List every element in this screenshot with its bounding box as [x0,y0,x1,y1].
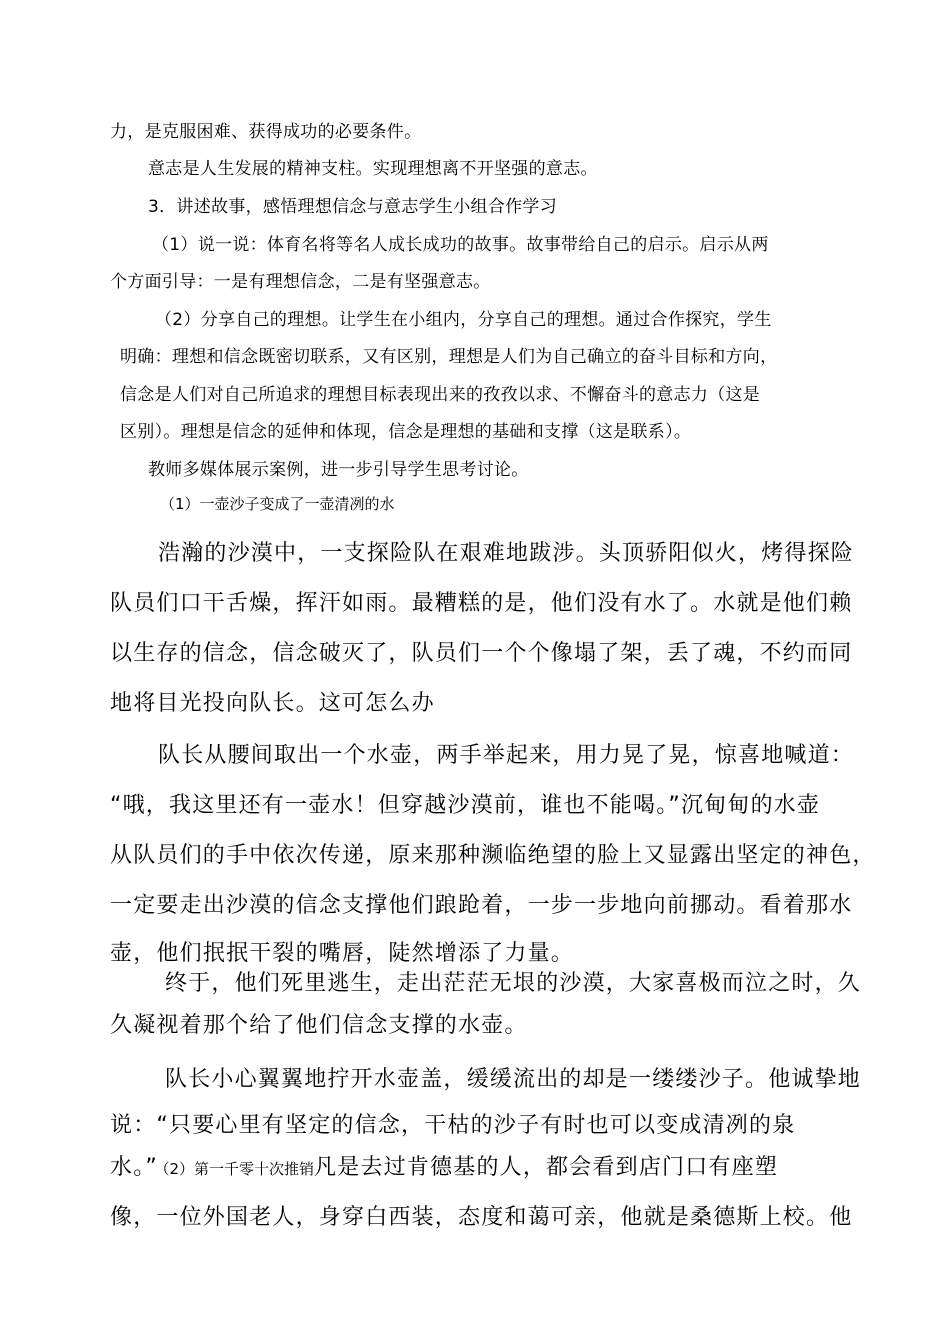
text-line: 明确：理想和信念既密切联系，又有区别，理想是人们为自己确立的奋斗目标和方向， [120,347,778,367]
text-line: “哦，我这里还有一壶水！但穿越沙漠前，谁也不能喝。”沉甸甸的水壶 [110,793,821,818]
text-line: 队员们口干舌燥，挥汗如雨。最糟糕的是，他们没有水了。水就是他们赖 [110,591,853,616]
text-line: 3．讲述故事，感悟理想信念与意志学生小组合作学习 [148,197,558,217]
text-span: 水。” [110,1155,158,1180]
text-line: 信念是人们对自己所追求的理想目标表现出来的孜孜以求、不懈奋斗的意志力（这是 [120,385,761,405]
text-line: 一定要走出沙漠的信念支撑他们踉跄着，一步一步地向前挪动。看着那水 [110,893,853,918]
text-line: （2）分享自己的理想。让学生在小组内，分享自己的理想。通过合作探究，学生 [155,310,772,330]
text-line: 个方面引导：一是有理想信念，二是有坚强意志。 [110,272,491,292]
text-line: 教师多媒体展示案例，进一步引导学生思考讨论。 [148,460,529,480]
text-line: 久凝视着那个给了他们信念支撑的水壶。 [110,1013,528,1038]
text-line: 浩瀚的沙漠中，一支探险队在艰难地跋涉。头顶骄阳似火，烤得探险 [158,541,855,566]
text-span: （2）第一千零十次推销 [162,1160,315,1178]
text-line: 以生存的信念，信念破灭了，队员们一个个像塌了架，丢了魂，不约而同 [110,641,853,666]
text-line: 说：“只要心里有坚定的信念，干枯的沙子有时也可以变成清冽的泉 [110,1113,796,1138]
text-line: （1）一壶沙子变成了一壶清冽的水 [160,495,395,513]
text-line: 区别）。理想是信念的延伸和体现，信念是理想的基础和支撑（这是联系）。 [120,422,692,442]
text-line: 队长从腰间取出一个水壶，两手举起来，用力晃了晃，惊喜地喊道： [158,743,855,768]
text-line: 队长小心翼翼地拧开水壶盖，缓缓流出的却是一缕缕沙子。他诚挚地 [165,1067,862,1092]
text-line: 力，是克服困难、获得成功的必要条件。 [110,122,422,142]
text-span: 凡是去过肯德基的人，都会看到店门口有座塑 [314,1155,779,1180]
text-line: 像，一位外国老人，身穿白西装，态度和蔼可亲，他就是桑德斯上校。他 [110,1205,853,1230]
text-line: （1）说一说：体育名将等名人成长成功的故事。故事带给自己的启示。启示从两 [152,235,769,255]
text-line [110,1150,778,1181]
text-line: 壶，他们抿抿干裂的嘴唇，陡然增添了力量。 [110,941,575,966]
text-line: 意志是人生发展的精神支柱。实现理想离不开坚强的意志。 [148,159,598,179]
text-line: 终于，他们死里逃生，走出茫茫无垠的沙漠，大家喜极而泣之时，久 [165,971,862,996]
text-line: 从队员们的手中依次传递，原来那种濒临绝望的脸上又显露出坚定的神色， [110,843,876,868]
text-line: 地将目光投向队长。这可怎么办 [110,691,435,716]
